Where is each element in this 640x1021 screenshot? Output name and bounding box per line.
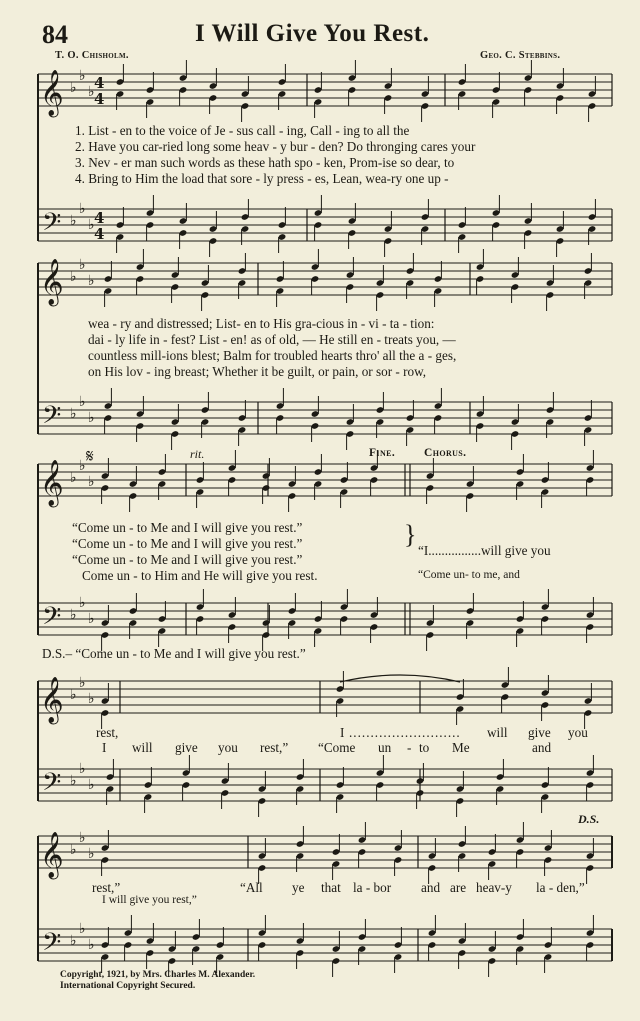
flat-icon: ♭	[79, 595, 86, 611]
bass-clef-icon: 𝄢	[42, 602, 62, 637]
flat-icon: ♭	[88, 611, 95, 627]
lyric-word: will	[132, 740, 153, 755]
flat-icon: ♭	[79, 761, 86, 777]
lyric-word: are	[450, 880, 467, 895]
ds-mark: D.S.	[578, 812, 600, 826]
bass-clef-icon: 𝄢	[42, 401, 62, 436]
flat-icon: ♭	[70, 470, 77, 486]
ds-lyric-line: D.S.– “Come un - to Me and I will give you rest.”	[42, 646, 306, 661]
lyric-word: “Come	[318, 740, 356, 755]
flat-icon: ♭	[79, 675, 86, 691]
flat-icon: ♭	[70, 687, 77, 703]
flat-icon: ♭	[70, 80, 77, 96]
lyric-word: and	[532, 740, 552, 755]
flat-icon: ♭	[70, 933, 77, 949]
lyric-line: on His lov - ing breast; Whether it be guilt, or pain, or sor - row,	[88, 364, 427, 379]
lyric-word: I	[102, 740, 107, 755]
hymn-title: I Will Give You Rest.	[195, 20, 430, 47]
bass-clef-icon: 𝄢	[42, 928, 62, 963]
chorus-mark: Chorus.	[424, 447, 467, 459]
flat-icon: ♭	[88, 84, 95, 100]
flat-icon: ♭	[88, 217, 95, 233]
flat-icon: ♭	[70, 607, 77, 623]
flat-icon: ♭	[79, 257, 86, 273]
lyric-word: ye	[292, 880, 305, 895]
lyric-word: give	[175, 740, 198, 755]
flat-icon: ♭	[70, 842, 77, 858]
copyright-line: Copyright, 1921, by Mrs. Charles M. Alexander.	[60, 970, 256, 980]
lyric-word: un	[378, 740, 392, 755]
lyric-word: rest,”	[92, 880, 121, 895]
lyric-line: 2. Have you car-ried long some heav - y bur - den? Do thronging cares your	[75, 139, 476, 154]
bass-clef-icon: 𝄢	[42, 208, 62, 243]
chorus-bass-line: “Come un- to me, and	[418, 569, 520, 581]
flat-icon: ♭	[88, 691, 95, 707]
flat-icon: ♭	[88, 937, 95, 953]
time-signature-top: 4	[94, 74, 105, 92]
copyright-line: International Copyright Secured.	[60, 981, 196, 991]
copyright-notice	[60, 970, 255, 992]
flat-icon: ♭	[70, 406, 77, 422]
lyric-word: “All	[240, 880, 263, 895]
lyric-word: that	[321, 880, 341, 895]
lyric-word: rest,”	[260, 740, 289, 755]
lyric-line: countless mill-ions blest; Balm for troubled hearts thro' all the a - ges,	[88, 348, 457, 363]
treble-clef-icon: 𝄞	[40, 460, 64, 506]
time-signature-top: 4	[94, 209, 105, 227]
lyric-line: 4. Bring to Him the load that sore - ly press - es, Lean, wea-ry one up -	[75, 171, 449, 186]
bass-clef-icon: 𝄢	[42, 768, 62, 803]
author-credit: T. O. Chisholm.	[55, 50, 129, 61]
time-signature-bottom: 4	[94, 90, 105, 108]
flat-icon: ♭	[88, 410, 95, 426]
flat-icon: ♭	[79, 830, 86, 846]
flat-icon: ♭	[88, 777, 95, 793]
lyric-word: la - bor	[353, 880, 392, 895]
lyric-word: and	[421, 880, 441, 895]
lyric-line: “Come un - to Me and I will give you rest.”	[72, 520, 303, 535]
treble-clef-icon: 𝄞	[40, 259, 64, 305]
flat-icon: ♭	[88, 846, 95, 862]
fine-mark: Fine.	[369, 447, 396, 459]
flat-icon: ♭	[70, 773, 77, 789]
time-signature-bottom: 4	[94, 225, 105, 243]
treble-clef-icon: 𝄞	[40, 70, 64, 116]
flat-icon: ♭	[70, 213, 77, 229]
ritardando-mark: rit.	[190, 447, 205, 461]
lyric-word: will	[487, 725, 508, 740]
flat-icon: ♭	[79, 68, 86, 84]
lyric-line: 1. List - en to the voice of Je - sus call - ing, Call - ing to all the	[75, 123, 410, 138]
lyric-word: Me	[452, 740, 470, 755]
lyric-word: I	[340, 725, 345, 740]
lyric-word: give	[528, 725, 551, 740]
composer-credit: Geo. C. Stebbins.	[480, 50, 561, 61]
lyric-line: I will give you rest,”	[102, 894, 197, 906]
lyric-word: to	[419, 740, 430, 755]
lyric-line: “Come un - to Me and I will give you rest.”	[72, 552, 303, 567]
chorus-alto-line: “I................will give you	[418, 543, 551, 558]
lyric-line: “Come un - to Me and I will give you rest.”	[72, 536, 303, 551]
flat-icon: ♭	[70, 269, 77, 285]
flat-icon: ♭	[79, 921, 86, 937]
verse-brace: }	[404, 520, 417, 549]
lyric-dots: ..........................	[349, 725, 461, 740]
segno-sign: 𝄋	[86, 446, 94, 466]
lyric-line: wea - ry and distressed; List- en to His gra-cious in - vi - ta - tion:	[88, 316, 435, 331]
lyric-word: rest,	[96, 725, 119, 740]
lyric-word: heav-y	[476, 880, 512, 895]
lyric-line: 3. Nev - er man such words as these hath spo - ken, Prom-ise so dear, to	[75, 155, 455, 170]
lyric-word: -	[407, 740, 412, 755]
treble-clef-icon: 𝄞	[40, 832, 64, 878]
lyric-line: Come un - to Him and He will give you rest.	[82, 568, 318, 583]
flat-icon: ♭	[79, 394, 86, 410]
lyric-line: dai - ly life in - fest? List - en! as of old, — He still en - treats you, —	[88, 332, 456, 347]
flat-icon: ♭	[88, 474, 95, 490]
lyric-word: you	[568, 725, 588, 740]
lyric-word: la - den,”	[536, 880, 585, 895]
flat-icon: ♭	[79, 201, 86, 217]
flat-icon: ♭	[88, 273, 95, 289]
flat-icon: ♭	[79, 458, 86, 474]
treble-clef-icon: 𝄞	[40, 677, 64, 723]
lyric-word: you	[218, 740, 238, 755]
hymn-number: 84	[42, 20, 68, 49]
